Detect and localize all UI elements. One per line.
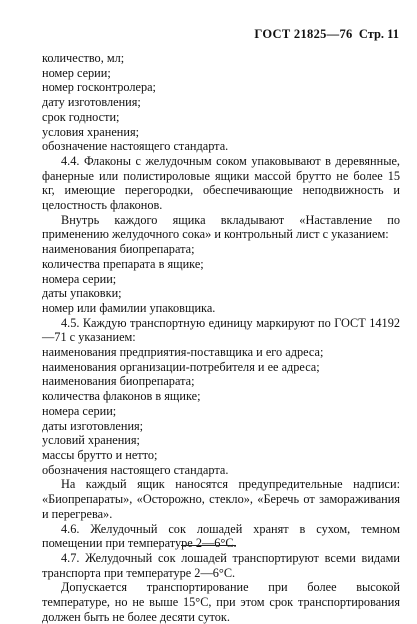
- paragraph: Допускается транспортирование при более высокой температуре, но не выше 15°С, при этом срок транспортирования должен быть не более десяти суток.: [42, 580, 400, 624]
- end-divider: [181, 545, 236, 546]
- list-item: условий хранения;: [42, 433, 140, 448]
- list-item: наименования биопрепарата;: [42, 374, 195, 389]
- list-item: обозначения настоящего стандарта.: [42, 462, 229, 477]
- list-item: номер серии;: [42, 65, 111, 80]
- list-item: номера серии;: [42, 271, 117, 286]
- paragraph-4-5: 4.5. Каждую транспортную единицу маркируют по ГОСТ 14192—71 с указанием:: [42, 315, 400, 345]
- paragraph-4-4: 4.4. Флаконы с желудочным соком упаковывают в деревянные, фанерные или полистироловые ящики массой брутто не более 15 кг, имеющие перегородки, обеспечивающие неподвижность и целостность флаконов.: [42, 153, 400, 213]
- paragraph-4-7: 4.7. Желудочный сок лошадей транспортируют всеми видами транспорта при температуре 2—6°С.: [42, 550, 400, 580]
- document-body: [42, 51, 400, 624]
- list-item: наименования организации-потребителя и ее адреса;: [42, 359, 320, 374]
- list-item: обозначение настоящего стандарта.: [42, 139, 229, 154]
- page-header: [254, 27, 399, 42]
- standard-number: ГОСТ 21825—76: [254, 27, 353, 41]
- list-item: наименования предприятия-поставщика и его адреса;: [42, 345, 324, 360]
- list-item: срок годности;: [42, 109, 120, 124]
- list-item: количество, мл;: [42, 51, 125, 65]
- paragraph: На каждый ящик наносятся предупредительные надписи: «Биопрепараты», «Осторожно, стекло», «Беречь от замораживания и перегрева».: [42, 477, 400, 521]
- list-item: массы брутто и нетто;: [42, 447, 158, 462]
- list-item: наименования биопрепарата;: [42, 242, 195, 257]
- paragraph-4-6: 4.6. Желудочный сок лошадей хранят в сухом, темном помещении при температуре 2—6°С.: [42, 521, 400, 551]
- list-item: даты упаковки;: [42, 286, 122, 301]
- page-number: Стр. 11: [358, 27, 399, 41]
- list-item: номера серии;: [42, 403, 117, 418]
- list-item: условия хранения;: [42, 124, 140, 139]
- list-item: номер или фамилии упаковщика.: [42, 300, 216, 315]
- list-item: дату изготовления;: [42, 95, 141, 110]
- list-item: номер госконтролера;: [42, 80, 156, 95]
- list-item: количества препарата в ящике;: [42, 256, 204, 271]
- list-item: даты изготовления;: [42, 418, 144, 433]
- list-item: количества флаконов в ящике;: [42, 389, 201, 404]
- paragraph: Внутрь каждого ящика вкладывают «Наставление по применению желудочного сока» и контрольный лист с указанием:: [42, 212, 400, 242]
